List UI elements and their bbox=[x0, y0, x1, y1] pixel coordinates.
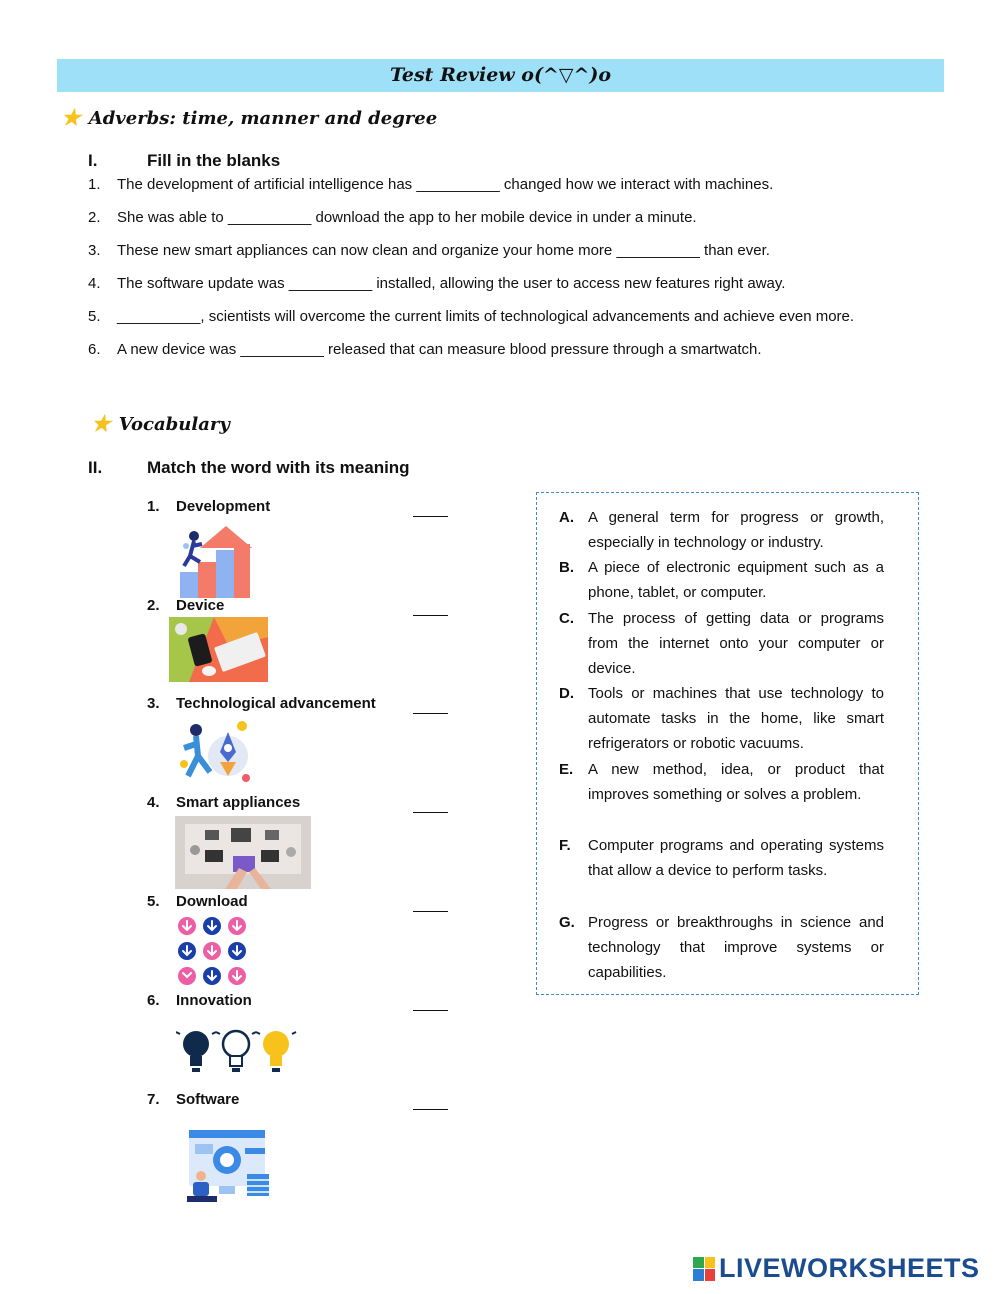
item-number: 6. bbox=[147, 992, 160, 1009]
fill-item bbox=[88, 242, 770, 259]
item-number: 2. bbox=[147, 597, 160, 614]
definitions-box bbox=[536, 492, 919, 995]
answer-blank[interactable] bbox=[413, 500, 448, 517]
definition-letter: F. bbox=[559, 837, 571, 854]
item-number: 3. bbox=[88, 242, 101, 259]
software-image bbox=[183, 1124, 273, 1208]
definition-letter: G. bbox=[559, 914, 575, 931]
star-icon: ★ bbox=[91, 411, 111, 437]
answer-blank[interactable] bbox=[413, 994, 448, 1011]
part-label: Match the word with its meaning bbox=[147, 458, 410, 477]
definition-text: A general term for progress or growth, especially in technology or industry. bbox=[588, 509, 884, 552]
definition-letter: A. bbox=[559, 509, 574, 526]
brand-logo-icon bbox=[693, 1257, 715, 1281]
part-number: I. bbox=[88, 151, 98, 170]
item-number: 4. bbox=[147, 794, 160, 811]
section-heading-adverbs bbox=[61, 107, 437, 129]
definition-text: Tools or machines that use technology to automate tasks in the home, like smart refrigerators or robotic vacuums. bbox=[588, 685, 884, 753]
word-text: Development bbox=[176, 498, 271, 515]
item-number: 5. bbox=[147, 893, 160, 910]
innovation-lightbulbs-image bbox=[176, 1024, 298, 1076]
item-number: 1. bbox=[147, 498, 160, 515]
definition-item bbox=[559, 505, 884, 555]
smart-appliances-image bbox=[175, 816, 311, 889]
match-word bbox=[147, 794, 300, 811]
definition-letter: E. bbox=[559, 761, 574, 778]
word-text: Smart appliances bbox=[176, 794, 301, 811]
definition-text: Progress or breakthroughs in science and technology that improve systems or capabilities. bbox=[588, 914, 884, 982]
item-text: __________, scientists will overcome the current limits of technological advancements and achieve even more. bbox=[117, 308, 855, 325]
liveworksheets-logo[interactable] bbox=[693, 1253, 980, 1284]
definition-item bbox=[559, 555, 884, 605]
star-icon: ★ bbox=[61, 105, 81, 131]
fill-item bbox=[88, 275, 785, 292]
answer-blank[interactable] bbox=[413, 697, 448, 714]
item-text: The development of artificial intelligence has __________ changed how we interact with machines. bbox=[117, 176, 774, 193]
definition-letter: C. bbox=[559, 610, 574, 627]
match-word bbox=[147, 597, 224, 614]
development-image bbox=[176, 522, 254, 598]
match-word bbox=[147, 695, 376, 712]
download-icons-image bbox=[176, 915, 248, 987]
definition-text: A new method, idea, or product that improves something or solves a problem. bbox=[588, 761, 884, 804]
item-number: 4. bbox=[88, 275, 101, 292]
item-number: 7. bbox=[147, 1091, 160, 1108]
definition-letter: D. bbox=[559, 685, 574, 702]
definition-item bbox=[559, 606, 884, 682]
definition-letter: B. bbox=[559, 559, 574, 576]
technological-advancement-image bbox=[176, 718, 252, 792]
item-text: These new smart appliances can now clean and organize your home more __________ than ever. bbox=[117, 242, 770, 259]
definition-item bbox=[559, 910, 884, 986]
page-title: Test Review o(^▽^)o bbox=[57, 59, 944, 92]
item-number: 3. bbox=[147, 695, 160, 712]
word-text: Device bbox=[176, 597, 225, 614]
fill-item bbox=[88, 308, 854, 325]
match-word bbox=[147, 893, 248, 910]
match-word bbox=[147, 1091, 239, 1108]
word-text: Innovation bbox=[176, 992, 252, 1009]
fill-item bbox=[88, 341, 762, 358]
section-heading-text: Vocabulary bbox=[118, 413, 230, 435]
definition-item bbox=[559, 757, 884, 807]
part-label: Fill in the blanks bbox=[147, 151, 281, 170]
word-text: Software bbox=[176, 1091, 240, 1108]
definition-item bbox=[559, 833, 884, 883]
word-text: Download bbox=[176, 893, 248, 910]
definition-item bbox=[559, 681, 884, 757]
device-image bbox=[169, 617, 268, 682]
section-heading-text: Adverbs: time, manner and degree bbox=[88, 107, 438, 129]
item-number: 5. bbox=[88, 308, 101, 325]
answer-blank[interactable] bbox=[413, 895, 448, 912]
fill-item bbox=[88, 209, 697, 226]
answer-blank[interactable] bbox=[413, 599, 448, 616]
brand-name: LIVEWORKSHEETS bbox=[719, 1253, 980, 1283]
definition-text: Computer programs and operating systems that allow a device to perform tasks. bbox=[588, 837, 884, 880]
item-text: She was able to __________ download the app to her mobile device in under a minute. bbox=[117, 209, 697, 226]
definition-text: The process of getting data or programs from the internet onto your computer or device. bbox=[588, 610, 884, 678]
answer-blank[interactable] bbox=[413, 1093, 448, 1110]
answer-blank[interactable] bbox=[413, 796, 448, 813]
section-heading-vocabulary bbox=[91, 413, 230, 435]
match-word bbox=[147, 992, 252, 1009]
item-text: A new device was __________ released that can measure blood pressure through a smartwatch. bbox=[117, 341, 762, 358]
match-word bbox=[147, 498, 270, 515]
item-number: 6. bbox=[88, 341, 101, 358]
word-text: Technological advancement bbox=[176, 695, 376, 712]
fill-item bbox=[88, 176, 773, 193]
item-number: 1. bbox=[88, 176, 101, 193]
part-number: II. bbox=[88, 458, 103, 477]
definition-text: A piece of electronic equipment such as a phone, tablet, or computer. bbox=[588, 559, 884, 602]
item-number: 2. bbox=[88, 209, 101, 226]
item-text: The software update was __________ installed, allowing the user to access new features right away. bbox=[117, 275, 786, 292]
